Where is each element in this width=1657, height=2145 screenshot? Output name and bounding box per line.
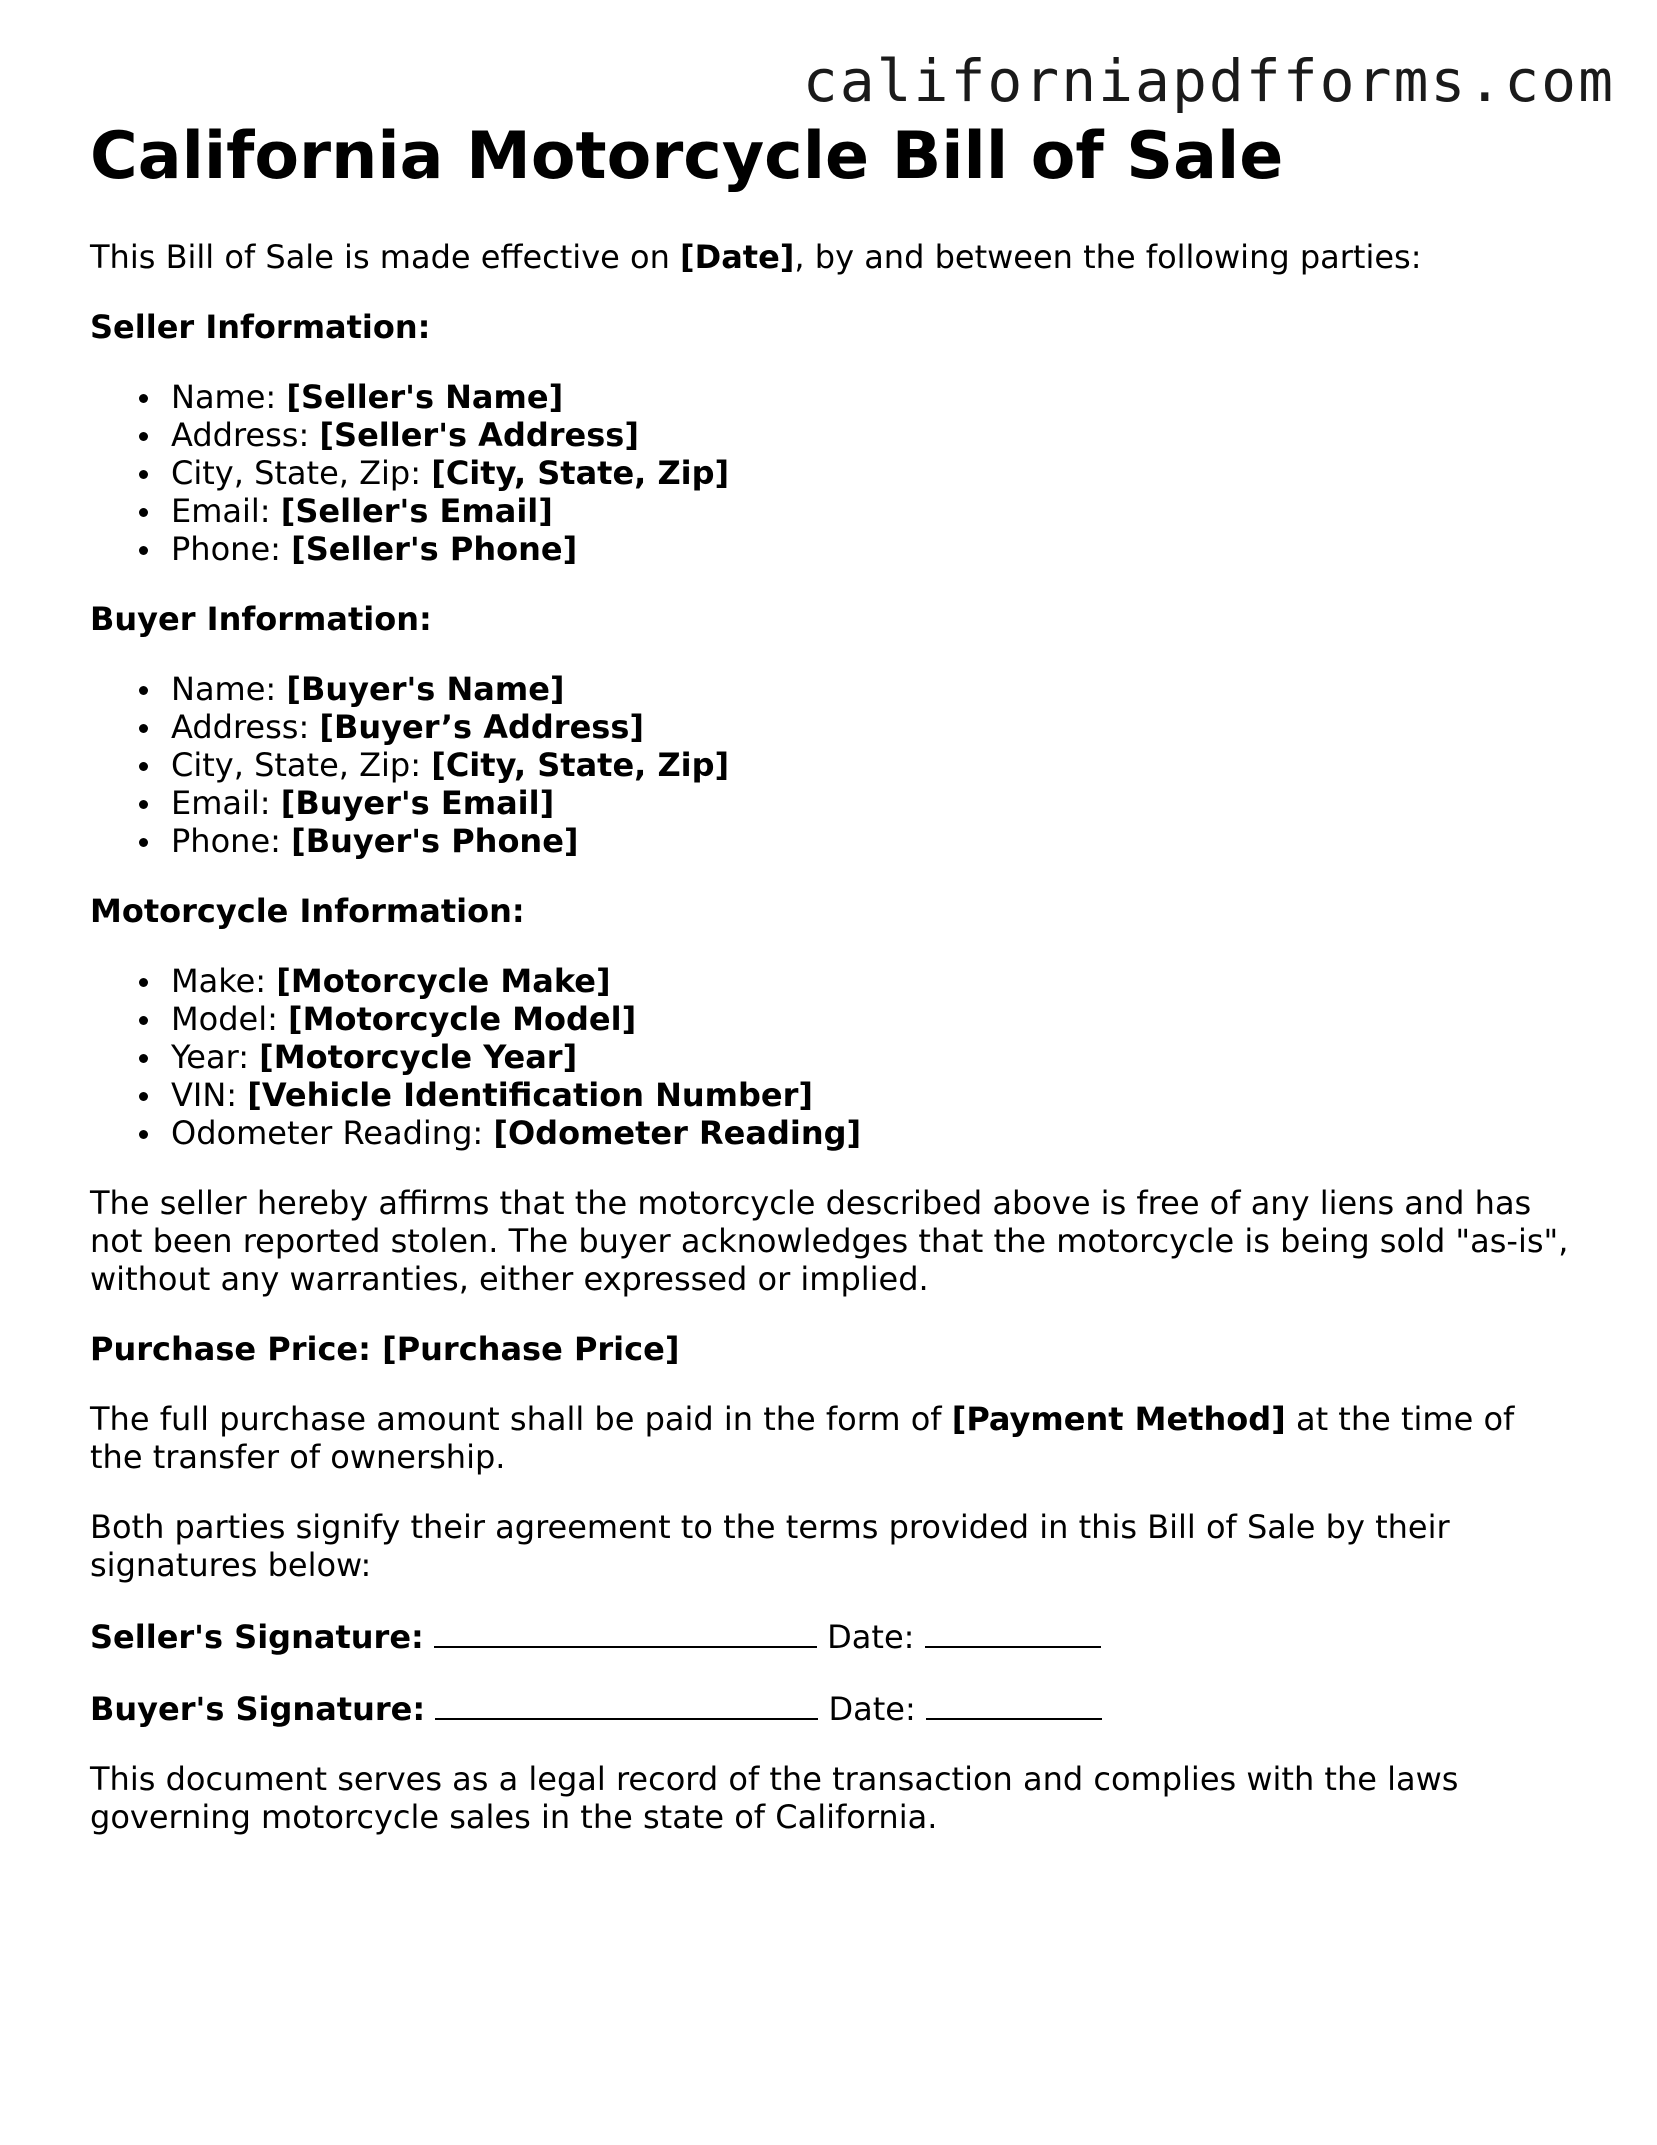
list-item: [171, 378, 1570, 416]
list-item: [171, 746, 1570, 784]
buyer-signature-line[interactable]: [435, 1688, 818, 1720]
list-item: [171, 1000, 1570, 1038]
field-placeholder: [Motorcycle Model]: [288, 1000, 637, 1038]
field-placeholder: [Odometer Reading]: [493, 1114, 862, 1152]
buyer-info-list: [90, 670, 1570, 860]
buyer-date-label: Date:: [828, 1690, 916, 1728]
list-item: [171, 784, 1570, 822]
agreement-paragraph: Both parties signify their agreement to the terms provided in this Bill of Sale by their signatures below:: [90, 1508, 1450, 1584]
seller-signature-line[interactable]: [434, 1616, 817, 1648]
intro-paragraph: [90, 238, 1570, 276]
payment-text-end: at the time of the transfer of ownership.: [90, 1400, 1515, 1476]
field-label: City, State, Zip:: [171, 746, 432, 784]
field-label: VIN:: [171, 1076, 248, 1114]
field-label: Model:: [171, 1000, 289, 1038]
payment-paragraph: [90, 1400, 1570, 1476]
payment-text-start: The full purchase amount shall be paid in the form of: [90, 1400, 952, 1438]
field-placeholder: [Seller's Name]: [286, 378, 564, 416]
field-label: Name:: [171, 670, 287, 708]
field-placeholder: [Seller's Address]: [319, 416, 639, 454]
seller-date-label: Date:: [827, 1618, 915, 1656]
list-item: [171, 454, 1570, 492]
field-placeholder: [Seller's Phone]: [291, 530, 578, 568]
list-item: [171, 1076, 1570, 1114]
purchase-price-text: Purchase Price: [Purchase Price]: [90, 1330, 680, 1368]
seller-signature-row: [90, 1616, 1570, 1656]
field-label: Make:: [171, 962, 277, 1000]
field-label: Email:: [171, 784, 281, 822]
seller-info-list: [90, 378, 1570, 568]
field-label: Name:: [171, 378, 287, 416]
buyer-date-line[interactable]: [926, 1688, 1102, 1720]
field-label: Address:: [171, 708, 320, 746]
list-item: [171, 492, 1570, 530]
document-title: California Motorcycle Bill of Sale: [90, 119, 1284, 194]
list-item: [171, 530, 1570, 568]
list-item: [171, 416, 1570, 454]
field-placeholder: [Buyer's Phone]: [291, 822, 579, 860]
intro-text-end: , by and between the following parties:: [794, 238, 1422, 276]
payment-method-placeholder: [Payment Method]: [951, 1400, 1286, 1438]
field-placeholder: [Seller's Email]: [280, 492, 553, 530]
field-label: Phone:: [171, 530, 292, 568]
field-label: Odometer Reading:: [171, 1114, 494, 1152]
list-item: [171, 1038, 1570, 1076]
field-placeholder: [City, State, Zip]: [431, 454, 730, 492]
site-watermark: californiapdfforms.com: [802, 47, 1615, 115]
field-placeholder: [City, State, Zip]: [431, 746, 730, 784]
motorcycle-info-list: [90, 962, 1570, 1152]
list-item: [171, 708, 1570, 746]
field-label: Address:: [171, 416, 320, 454]
intro-text-start: This Bill of Sale is made effective on: [90, 238, 681, 276]
field-placeholder: [Buyer's Email]: [280, 784, 555, 822]
list-item: [171, 822, 1570, 860]
motorcycle-heading: Motorcycle Information:: [90, 892, 525, 930]
field-label: Phone:: [171, 822, 292, 860]
list-item: [171, 1114, 1570, 1152]
field-label: Email:: [171, 492, 281, 530]
field-label: City, State, Zip:: [171, 454, 432, 492]
buyer-signature-label: Buyer's Signature:: [90, 1690, 426, 1728]
buyer-heading: Buyer Information:: [90, 600, 432, 638]
field-placeholder: [Buyer's Name]: [286, 670, 565, 708]
field-placeholder: [Motorcycle Make]: [276, 962, 611, 1000]
date-placeholder: [Date]: [680, 238, 795, 276]
affirmation-paragraph: The seller hereby affirms that the motorcycle described above is free of any liens and has not been reported stolen. The buyer acknowledges that the motorcycle is being sold "as-is", without any warranties, either expressed or implied.: [90, 1184, 1569, 1298]
seller-signature-label: Seller's Signature:: [90, 1618, 424, 1656]
list-item: [171, 670, 1570, 708]
bill-of-sale-document: [90, 118, 1570, 1836]
closing-paragraph: This document serves as a legal record of the transaction and complies with the laws governing motorcycle sales in the state of California.: [90, 1760, 1459, 1836]
field-placeholder: [Vehicle Identification Number]: [247, 1076, 814, 1114]
seller-date-line[interactable]: [925, 1616, 1101, 1648]
seller-heading: Seller Information:: [90, 308, 431, 346]
list-item: [171, 962, 1570, 1000]
field-label: Year:: [171, 1038, 260, 1076]
buyer-signature-row: [90, 1688, 1570, 1728]
purchase-price-line: [90, 1330, 1570, 1368]
field-placeholder: [Motorcycle Year]: [259, 1038, 578, 1076]
field-placeholder: [Buyer’s Address]: [319, 708, 644, 746]
